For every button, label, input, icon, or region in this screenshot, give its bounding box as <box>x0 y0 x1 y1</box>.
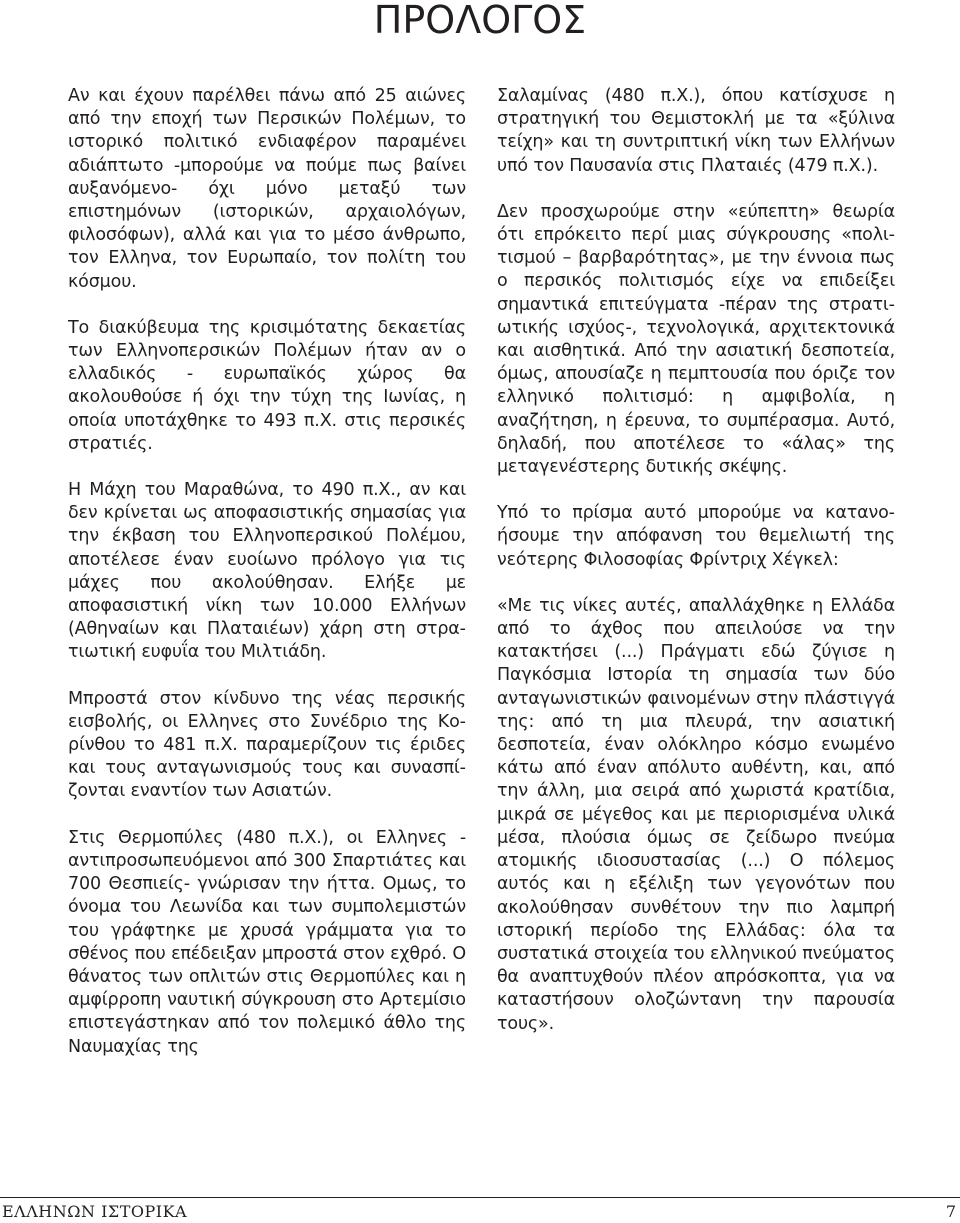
page-number: 7 <box>945 1202 956 1221</box>
paragraph: Μπροστά στον κίνδυνο της νέας περσικής εισβολής, οι Ελληνες στο Συνέδριο της Κορίνθου το 481 π.Χ. παραμερίζουν τις έριδες και τους ανταγωνισμούς τους και συνασπίζονται εναντίον των Ασιατών. <box>68 688 466 802</box>
paragraph: Σαλαμίνας (480 π.Χ.), όπου κατίσχυσε η στρατηγική του Θεμιστοκλή με τα «ξύλινα τείχη» και τη συντριπτική νίκη των Ελλήνων υπό τον Παυσανία στις Πλαταιές (479 π.Χ.). <box>497 86 895 176</box>
left-column <box>68 85 466 1059</box>
paragraph: Το διακύβευμα της κρισιμότατης δεκαετίας των Ελληνοπερσικών Πολέμων ήταν αν ο ελλαδικός - ευρωπαϊκός χώρος θα ακολουθούσε ή όχι την τύχη της Ιωνίας, η οποία υποτάχθηκε το 493 π.Χ. στις περσικές στρατιές. <box>68 317 466 454</box>
quote-paragraph: «Με τις νίκες αυτές, απαλλάχθηκε η Ελλάδα από το άχθος που απειλούσε να την κατακτήσει (...) Πράγματι εδώ ζύγισε η Παγκόσμια Ιστορία τη σημασία των δύο ανταγωνιστικών φαινομένων στην πλάστιγγά της: από τη μια πλευρά, την ασιατική δεσποτεία, έναν ολόκληρο κόσμο ενωμένο κάτω από έναν απόλυτο αυθέντη, και, από την άλλη, μια σειρά από χωριστά κρατίδια, μικρά σε μέγεθος και με περιορισμένα υλικά μέσα, πλούσια όμως σε ζείδωρο πνεύμα ατομικής ιδιοσυστασίας (...) Ο πόλεμος αυτός και η εξέλιξη των γεγονότων που ακολούθησαν συνθέτουν την πιο λαμπρή ιστορική περίοδο της Ελλάδας: όλα τα συστατικά στοιχεία του ελληνικού πνεύματος θα αναπτυχθούν πλέον απρόσκοπτα, για να καταστήσουν ολοζώντανη την παρουσία τους». <box>497 595 895 1034</box>
page-title: ΠΡΟΛΟΓΟΣ <box>373 0 587 42</box>
paragraph: Δεν προσχωρούμε στην «εύπεπτη» θεωρία ότι επρόκειτο περί μιας σύγκρουσης «πολιτισμού – βαρβαρότητας», με την έννοια πως ο περσικός πολιτισμός είχε να επιδείξει σημαντικά επιτεύγματα -πέραν της στρατιωτικής ισχύος-, τεχνολογικά, αρχιτεκτονικά και αισθητικά. Από την ασιατική δεσποτεία, όμως, απουσίαζε η πεμπτουσία που όριζε τον ελληνικό πολιτισμό: η αμφιβολία, η αναζήτηση, η έρευνα, το συμπέρασμα. Αυτό, δηλαδή, που αποτέλεσε το «άλας» της μεταγενέστερης δυτικής σκέψης. <box>497 201 895 478</box>
paragraph: Στις Θερμοπύλες (480 π.Χ.), οι Ελληνες - αντιπροσωπευόμενοι από 300 Σπαρτιάτες και 700 Θεσπιείς- γνώρισαν την ήττα. Ομως, το όνομα του Λεωνίδα και των συμπολεμιστών του γράφτηκε με χρυσά γράμματα για το σθένος που επέδειξαν μπροστά στον εχθρό. Ο θάνατος των οπλιτών στις Θερμοπύλες και η αμφίρροπη ναυτική σύγκρουση στο Αρτεμίσιο επιστεγάστηκαν από τον πολεμικό άθλο της Ναυμαχίας της <box>68 827 466 1057</box>
paragraph: Υπό το πρίσμα αυτό μπορούμε να κατανοήσουμε την απόφανση του θεμελιωτή της νεότερης Φιλοσοφίας Φρίντριχ Χέγκελ: <box>497 503 895 570</box>
footer-publication-title: ΕΛΛΗΝΩΝ ΙΣΤΟΡΙΚΑ <box>2 1202 188 1221</box>
footer-divider <box>0 1197 960 1198</box>
paragraph: Αν και έχουν παρέλθει πάνω από 25 αιώνες από την εποχή των Περσικών Πολέμων, το ιστορικό πολιτικό ενδιαφέρον παραμένει αδιάπτωτο -μπορούμε να πούμε πως βαίνει αυξανόμενο- όχι μόνο μεταξύ των επιστημόνων (ιστορικών, αρχαιολόγων, φιλοσόφων), αλλά και για το μέσο άνθρωπο, τον Ελληνα, τον Ευρωπαίο, τον πολίτη του κόσμου. <box>68 86 466 292</box>
paragraph: Η Μάχη του Μαραθώνα, το 490 π.Χ., αν και δεν κρίνεται ως αποφασιστικής σημασίας για την έκβαση του Ελληνοπερσικού Πολέμου, αποτέλεσε έναν ευοίωνο πρόλογο για τις μάχες που ακολούθησαν. Ελήξε με αποφασιστική νίκη των 10.000 Ελλήνων (Αθηναίων και Πλαταιέων) χάρη στη στρατιωτική ευφυΐα του Μιλτιάδη. <box>68 480 466 663</box>
right-column <box>497 85 895 1036</box>
